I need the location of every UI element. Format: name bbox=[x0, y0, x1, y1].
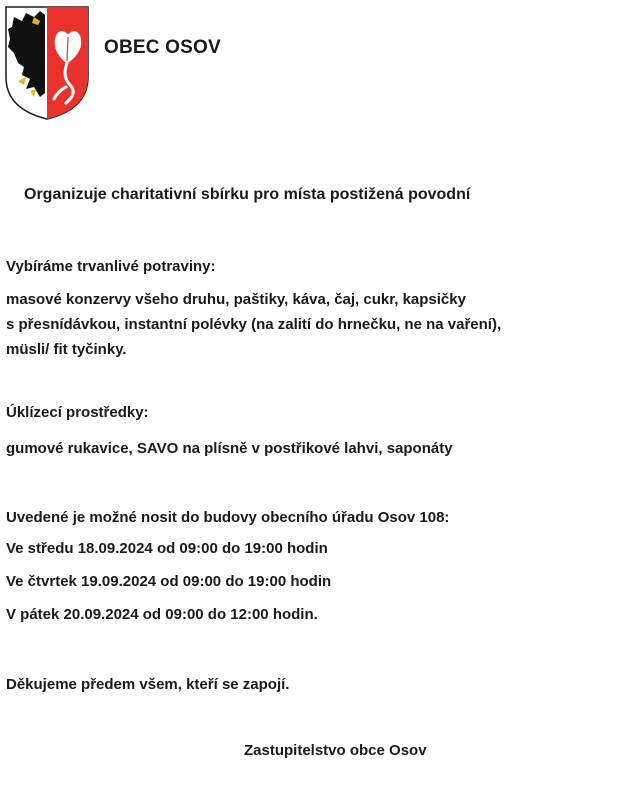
food-list bbox=[6, 287, 501, 362]
dropoff-time: V pátek 20.09.2024 od 09:00 do 12:00 hodin. bbox=[6, 606, 318, 623]
municipality-title: OBEC OSOV bbox=[104, 37, 221, 58]
food-line: müsli/ fit tyčinky. bbox=[6, 341, 127, 358]
dropoff-time: Ve středu 18.09.2024 od 09:00 do 19:00 hodin bbox=[6, 540, 328, 557]
signature: Zastupitelstvo obce Osov bbox=[244, 742, 427, 759]
food-line: masové konzervy všeho druhu, paštiky, káva, čaj, cukr, kapsičky bbox=[6, 291, 466, 308]
thanks-line: Děkujeme předem všem, kteří se zapojí. bbox=[6, 676, 290, 693]
food-line: s přesnídávkou, instantní polévky (na zalití do hrnečku, ne na vaření), bbox=[6, 316, 502, 333]
headline: Organizuje charitativní sbírku pro místa postižená povodní bbox=[24, 186, 471, 203]
cleaning-line: gumové rukavice, SAVO na plísně v postřikové lahvi, saponáty bbox=[6, 440, 453, 457]
food-heading: Vybíráme trvanlivé potraviny: bbox=[6, 258, 216, 275]
dropoff-intro: Uvedené je možné nosit do budovy obecního úřadu Osov 108: bbox=[6, 509, 450, 526]
dropoff-time: Ve čtvrtek 19.09.2024 od 09:00 do 19:00 hodin bbox=[6, 573, 332, 590]
coat-of-arms-icon bbox=[4, 5, 90, 121]
cleaning-heading: Úklízecí prostředky: bbox=[6, 404, 149, 421]
